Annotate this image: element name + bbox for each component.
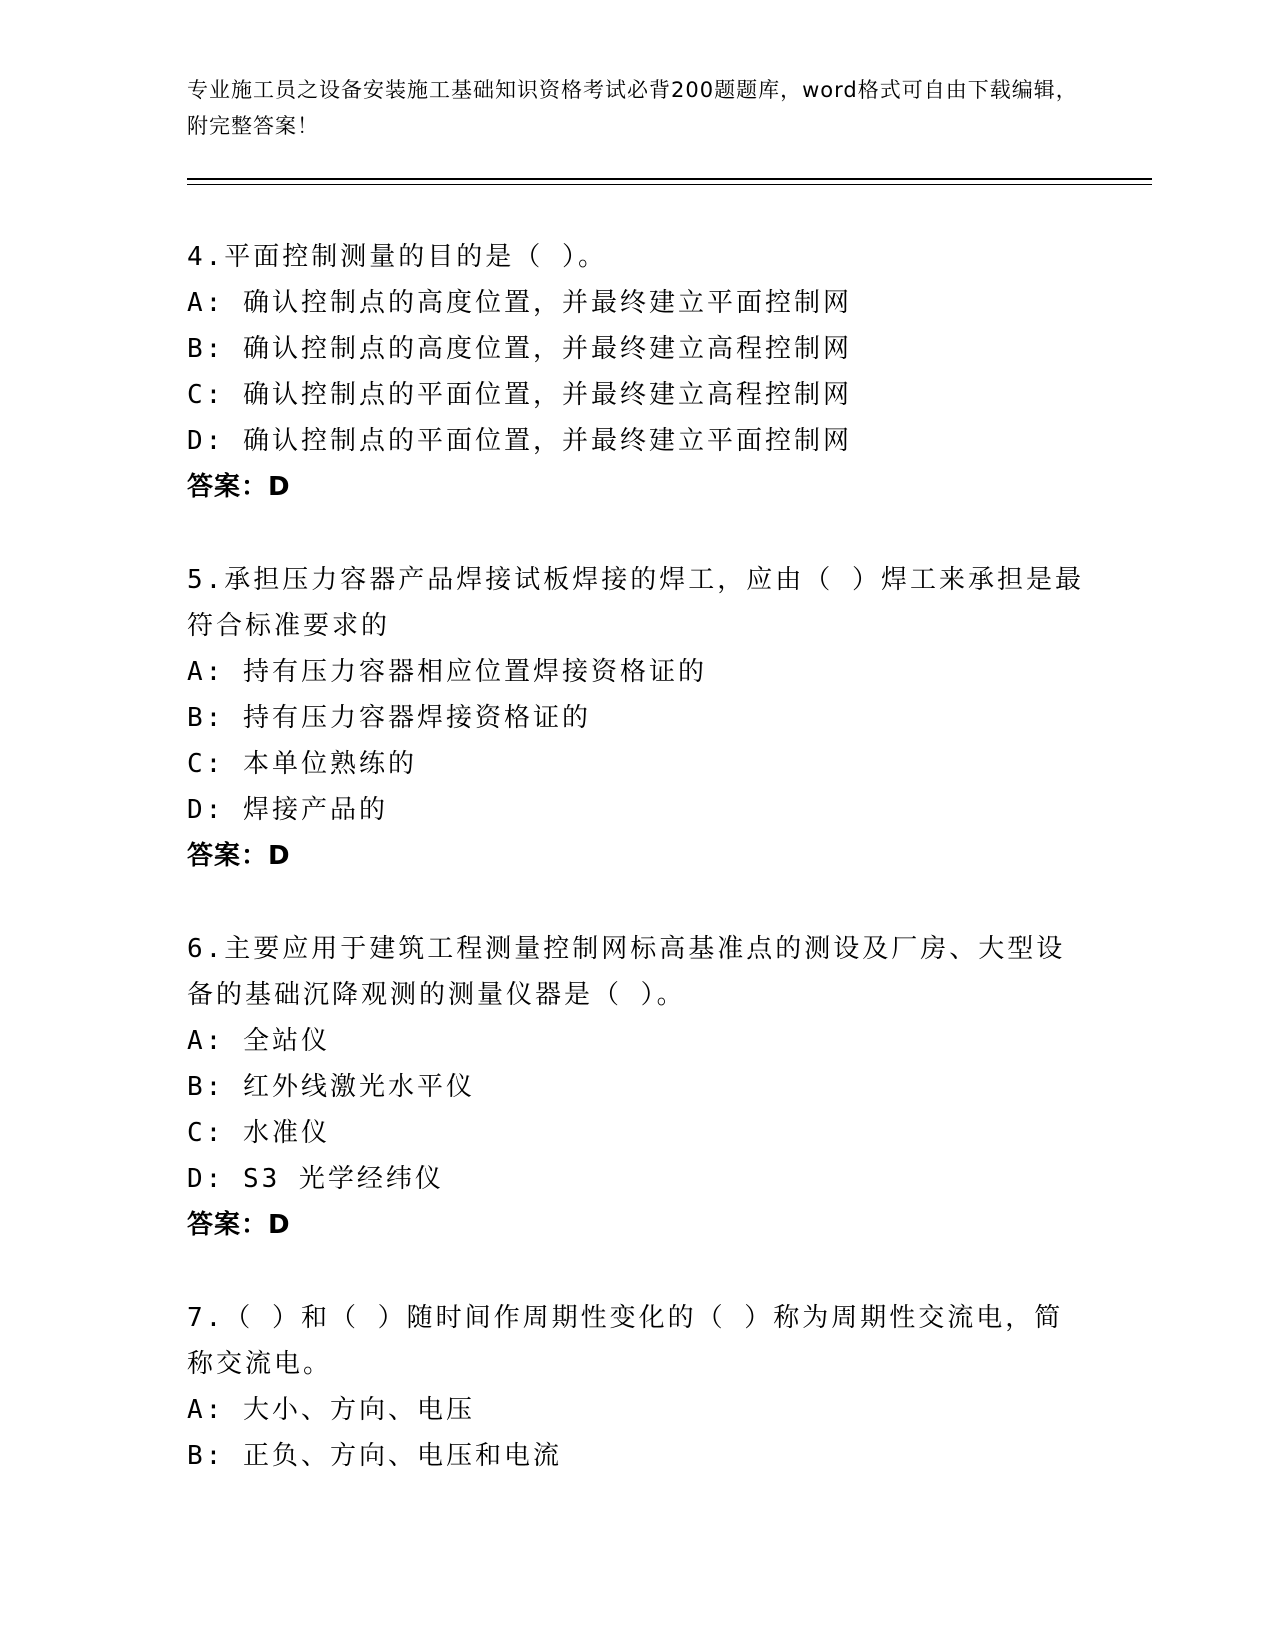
option-a: A: 全站仪 bbox=[187, 1026, 330, 1056]
question-list bbox=[187, 234, 1087, 1526]
option-b: B: 持有压力容器焊接资格证的 bbox=[187, 703, 591, 733]
document-header bbox=[187, 72, 1087, 144]
option-d: D: 焊接产品的 bbox=[187, 795, 388, 825]
option-d: D: S3 光学经纬仪 bbox=[187, 1164, 444, 1194]
option-c: C: 本单位熟练的 bbox=[187, 749, 417, 779]
question-stem: 7.（ ）和（ ）随时间作周期性变化的（ ）称为周期性交流电，简称交流电。 bbox=[187, 1303, 1064, 1379]
question-stem: 6.主要应用于建筑工程测量控制网标高基准点的测设及厂房、大型设备的基础沉降观测的测量仪器是（ ）。 bbox=[187, 934, 1066, 1010]
option-b: B: 确认控制点的高度位置，并最终建立高程控制网 bbox=[187, 334, 852, 364]
question-6 bbox=[187, 926, 1087, 1248]
option-b: B: 正负、方向、电压和电流 bbox=[187, 1441, 562, 1471]
option-a: A: 确认控制点的高度位置，并最终建立平面控制网 bbox=[187, 288, 852, 318]
header-divider-thin bbox=[187, 184, 1152, 185]
document-title: 专业施工员之设备安装施工基础知识资格考试必背200题题库，word格式可自由下载编辑，附完整答案！ bbox=[187, 78, 1078, 138]
question-stem: 4.平面控制测量的目的是（ ）。 bbox=[187, 242, 607, 272]
answer-line: 答案：D bbox=[187, 1210, 291, 1240]
option-c: C: 确认控制点的平面位置，并最终建立高程控制网 bbox=[187, 380, 852, 410]
answer-line: 答案：D bbox=[187, 841, 291, 871]
option-a: A: 大小、方向、电压 bbox=[187, 1395, 475, 1425]
option-a: A: 持有压力容器相应位置焊接资格证的 bbox=[187, 657, 707, 687]
question-5 bbox=[187, 557, 1087, 879]
answer-line: 答案：D bbox=[187, 472, 291, 502]
option-b: B: 红外线激光水平仪 bbox=[187, 1072, 475, 1102]
question-stem: 5.承担压力容器产品焊接试板焊接的焊工，应由（ ）焊工来承担是最符合标准要求的 bbox=[187, 565, 1084, 641]
question-4 bbox=[187, 234, 1087, 510]
option-c: C: 水准仪 bbox=[187, 1118, 330, 1148]
header-divider-thick bbox=[187, 178, 1152, 180]
question-7 bbox=[187, 1295, 1087, 1479]
option-d: D: 确认控制点的平面位置，并最终建立平面控制网 bbox=[187, 426, 852, 456]
